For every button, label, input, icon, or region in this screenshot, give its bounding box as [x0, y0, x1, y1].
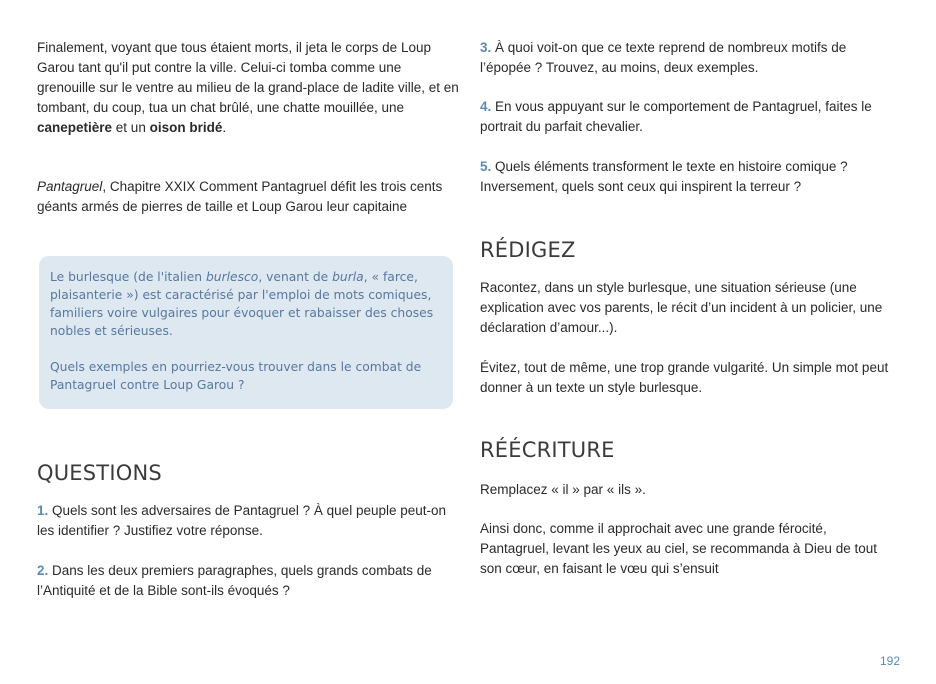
- question-number: 2.: [37, 563, 49, 578]
- question-5: [480, 157, 895, 197]
- question-number: 4.: [480, 99, 492, 114]
- reecriture-passage: Ainsi donc, comme il approchait avec une grande férocité, Pantagruel, levant les yeux au ciel, se recommanda à Dieu de tout son cœur, en faisant le vœu qui s’ensuit: [480, 521, 877, 576]
- reecriture-instruction: Remplacez « il » par « ils ».: [480, 482, 646, 497]
- question-text: À quoi voit-on que ce texte reprend de nombreux motifs de l’épopée ? Trouvez, au moins, deux exemples.: [480, 40, 847, 75]
- source-title: Pantagruel: [37, 179, 103, 194]
- reecriture-heading: RÉÉCRITURE: [480, 438, 615, 462]
- narrative-text: Finalement, voyant que tous étaient morts, il jeta le corps de Loup Garou tant qu'il put contre la ville. Celui-ci tomba comme une grenouille sur le ventre au milieu de la grand-place de ladite ville, et en tombant, du coup, tua un chat brûlé, une chatte mouillée, une: [37, 40, 459, 115]
- redigez-instruction: Racontez, dans un style burlesque, une situation sérieuse (une explication avec vos parents, le récit d’un incident à un policier, une déclaration d’amour...).: [480, 280, 883, 335]
- info-box-question: Quels exemples en pourriez-vous trouver dans le combat de Pantagruel contre Loup Garou ?: [50, 360, 422, 392]
- question-4: [480, 97, 895, 137]
- info-italic-burlesco: burlesco: [205, 270, 259, 284]
- narrative-bold-canepetiere: canepetière: [37, 120, 113, 135]
- burlesque-info-box: [39, 256, 453, 409]
- narrative-text-end: .: [222, 120, 227, 135]
- question-text: En vous appuyant sur le comportement de Pantagruel, faites le portrait du parfait chevalier.: [480, 99, 872, 134]
- info-italic-burla: burla: [332, 270, 364, 284]
- narrative-text-mid: et un: [112, 120, 150, 135]
- question-text: Quels sont les adversaires de Pantagruel ? À quel peuple peut-on les identifier ? Justifiez votre réponse.: [37, 503, 447, 538]
- source-rest: , Chapitre XXIX Comment Pantagruel défit les trois cents géants armés de pierres de taille et Loup Garou leur capitaine: [37, 179, 443, 214]
- redigez-heading: RÉDIGEZ: [480, 238, 576, 262]
- info-text-e: , « farce, plaisanterie ») est caractérisé par l'emploi de mots comiques, familiers voire vulgaires pour évoquer et rabaisser des choses nobles et sérieuses.: [50, 270, 434, 338]
- question-number: 5.: [480, 159, 492, 174]
- info-text-c: , venant de: [258, 270, 333, 284]
- page-number: 192: [879, 654, 900, 668]
- question-number: 3.: [480, 40, 492, 55]
- question-1: [37, 501, 462, 541]
- narrative-bold-oison: oison bridé: [149, 120, 223, 135]
- source-citation: [37, 177, 462, 217]
- question-2: [37, 561, 462, 601]
- question-number: 1.: [37, 503, 49, 518]
- redigez-advice: Évitez, tout de même, une trop grande vulgarité. Un simple mot peut donner à un texte un style burlesque.: [480, 360, 889, 395]
- question-3: [480, 38, 895, 78]
- questions-heading: QUESTIONS: [37, 461, 162, 485]
- narrative-paragraph: [37, 38, 462, 138]
- question-text: Dans les deux premiers paragraphes, quels grands combats de l’Antiquité et de la Bible sont-ils évoqués ?: [37, 563, 432, 598]
- question-text: Quels éléments transforment le texte en histoire comique ? Inversement, quels sont ceux qui inspirent la terreur ?: [480, 159, 848, 194]
- info-text-a: Le burlesque (de l'italien: [50, 270, 206, 284]
- info-box-definition: [50, 268, 443, 340]
